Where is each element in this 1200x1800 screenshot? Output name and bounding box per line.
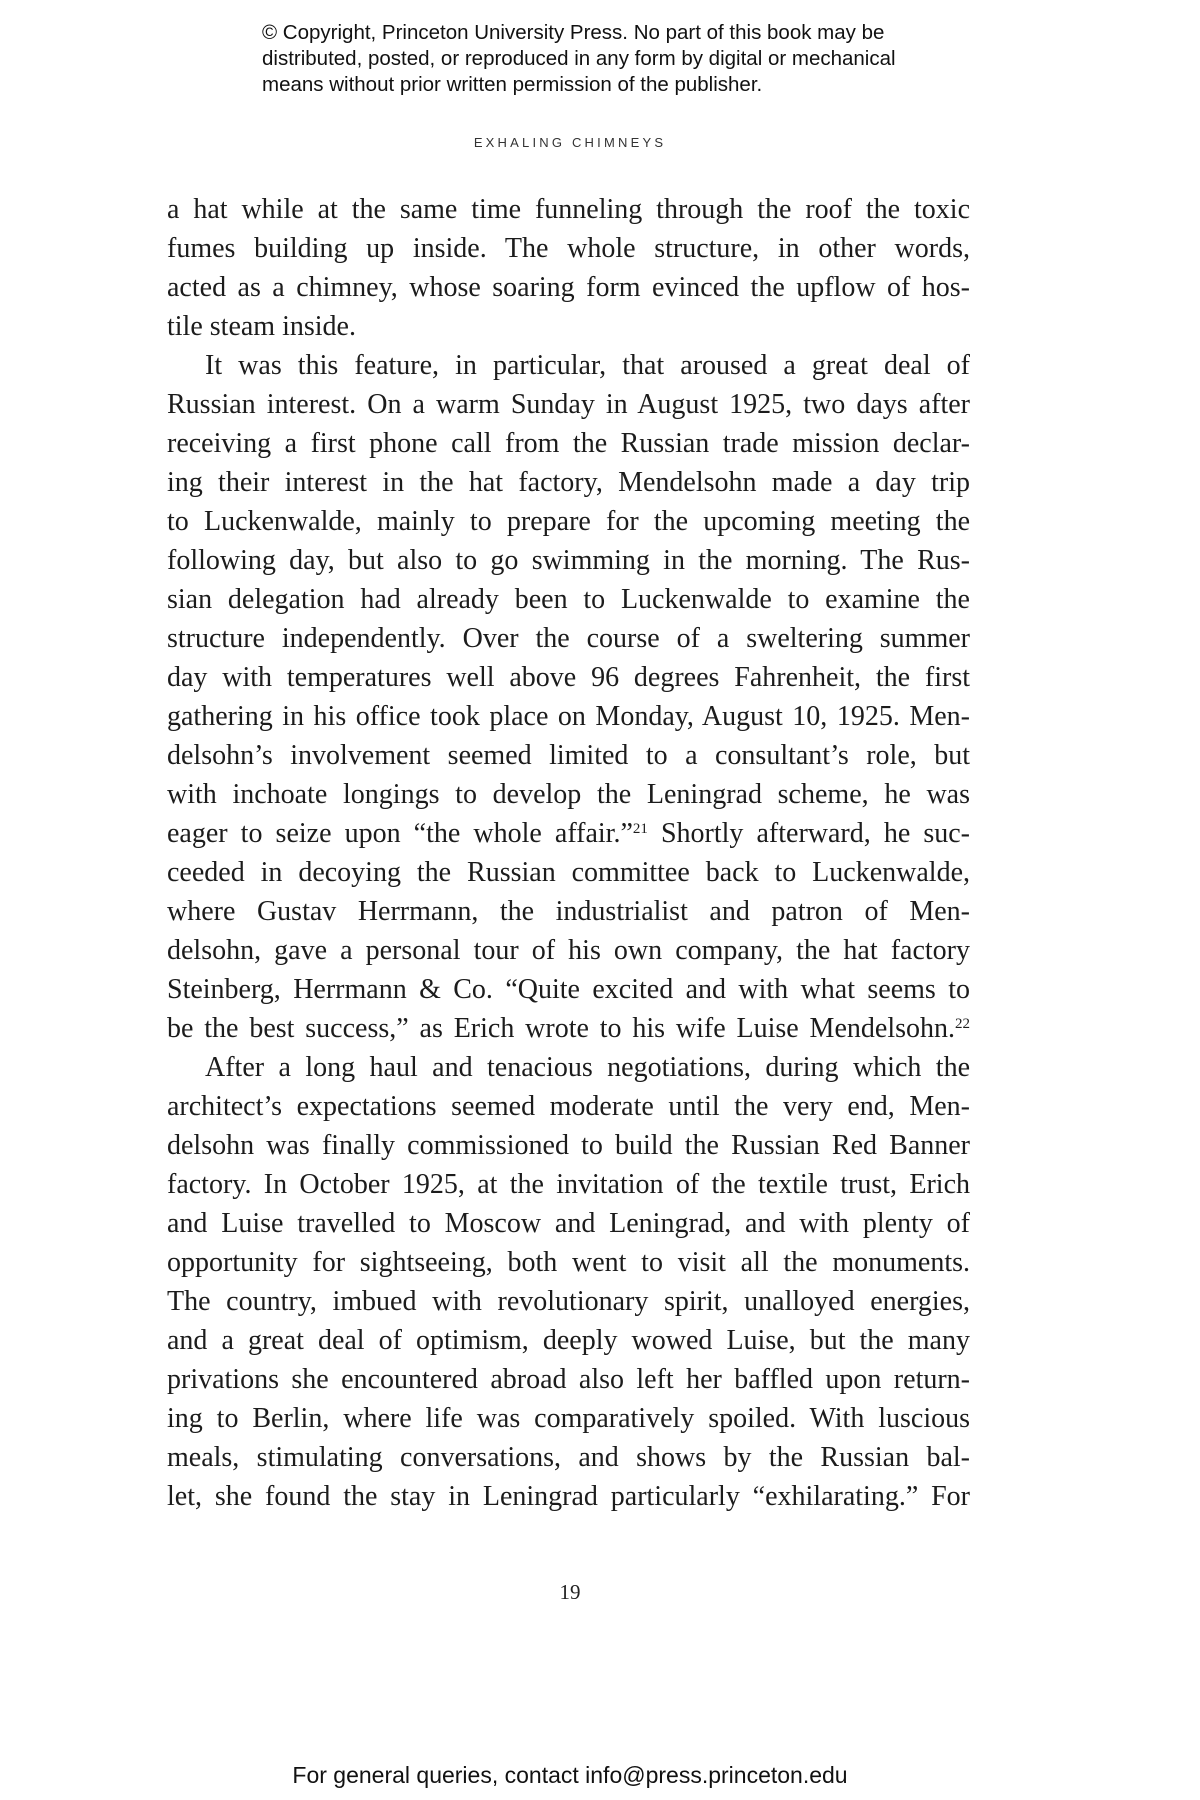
text-line: receiving a first phone call from the Russian trade mission declar-: [167, 428, 970, 459]
text-line: meals, stimulating conversations, and shows by the Russian bal-: [167, 1442, 970, 1473]
text-line: let, she found the stay in Leningrad particularly “exhilarating.” For: [167, 1481, 970, 1512]
text-line: gathering in his office took place on Monday, August 10, 1925. Men-: [167, 701, 970, 732]
page-number: 19: [559, 1580, 581, 1604]
footnote-ref-22: 22: [955, 1016, 970, 1032]
text-line: and a great deal of optimism, deeply wowed Luise, but the many: [167, 1325, 970, 1356]
text-line: delsohn was finally commissioned to build the Russian Red Banner: [167, 1130, 970, 1161]
text-line: ing to Berlin, where life was comparatively spoiled. With luscious: [167, 1403, 970, 1434]
text-segment: Shortly afterward, he suc-: [647, 818, 970, 849]
text-line: sian delegation had already been to Luckenwalde to examine the: [167, 584, 970, 615]
text-segment: be the best success,” as Erich wrote to his wife Luise Mendelsohn.: [167, 1013, 955, 1044]
footer-contact: For general queries, contact info@press.princeton.edu: [292, 1762, 848, 1788]
body-text: [167, 190, 970, 1516]
text-line: tile steam inside.: [167, 311, 356, 342]
text-line: privations she encountered abroad also left her baffled upon return-: [167, 1364, 970, 1395]
text-line: After a long haul and tenacious negotiations, during which the: [205, 1052, 970, 1083]
text-line: It was this feature, in particular, that aroused a great deal of: [205, 350, 970, 381]
text-line: [167, 814, 970, 853]
footnote-ref-21: 21: [632, 821, 648, 837]
text-line: following day, but also to go swimming in the morning. The Rus-: [167, 545, 970, 576]
text-line: and Luise travelled to Moscow and Leningrad, and with plenty of: [167, 1208, 970, 1239]
text-line: with inchoate longings to develop the Leningrad scheme, he was: [167, 779, 970, 810]
text-line: fumes building up inside. The whole structure, in other words,: [167, 233, 970, 264]
text-line: ing their interest in the hat factory, Mendelsohn made a day trip: [167, 467, 970, 498]
text-line: structure independently. Over the course of a sweltering summer: [167, 623, 970, 654]
text-line: opportunity for sightseeing, both went to visit all the monuments.: [167, 1247, 970, 1278]
text-line: Steinberg, Herrmann & Co. “Quite excited and with what seems to: [167, 974, 970, 1005]
text-line: a hat while at the same time funneling through the roof the toxic: [167, 194, 970, 225]
running-head: EXHALING CHIMNEYS: [473, 135, 667, 150]
text-line: architect’s expectations seemed moderate until the very end, Men-: [167, 1091, 970, 1122]
paragraph-3: [167, 1048, 970, 1516]
text-line: [167, 1009, 970, 1048]
text-segment: eager to seize upon “the whole affair.”: [167, 818, 633, 849]
text-line: delsohn’s involvement seemed limited to a consultant’s role, but: [167, 740, 970, 771]
paragraph-2: [167, 346, 970, 1048]
copyright-line: distributed, posted, or reproduced in any form by digital or mechanical: [262, 47, 896, 70]
text-line: delsohn, gave a personal tour of his own company, the hat factory: [167, 935, 970, 966]
text-line: factory. In October 1925, at the invitation of the textile trust, Erich: [167, 1169, 970, 1200]
text-line: to Luckenwalde, mainly to prepare for the upcoming meeting the: [167, 506, 970, 537]
text-line: Russian interest. On a warm Sunday in August 1925, two days after: [167, 389, 970, 420]
paragraph-1: [167, 190, 970, 346]
text-line: ceeded in decoying the Russian committee back to Luckenwalde,: [167, 857, 970, 888]
text-line: where Gustav Herrmann, the industrialist and patron of Men-: [167, 896, 970, 927]
text-line: acted as a chimney, whose soaring form evinced the upflow of hos-: [167, 272, 970, 303]
text-line: day with temperatures well above 96 degrees Fahrenheit, the first: [167, 662, 970, 693]
text-line: The country, imbued with revolutionary spirit, unalloyed energies,: [167, 1286, 970, 1317]
copyright-line: © Copyright, Princeton University Press. No part of this book may be: [262, 21, 885, 44]
copyright-notice: [262, 20, 1022, 98]
copyright-line: means without prior written permission of the publisher.: [262, 73, 763, 96]
